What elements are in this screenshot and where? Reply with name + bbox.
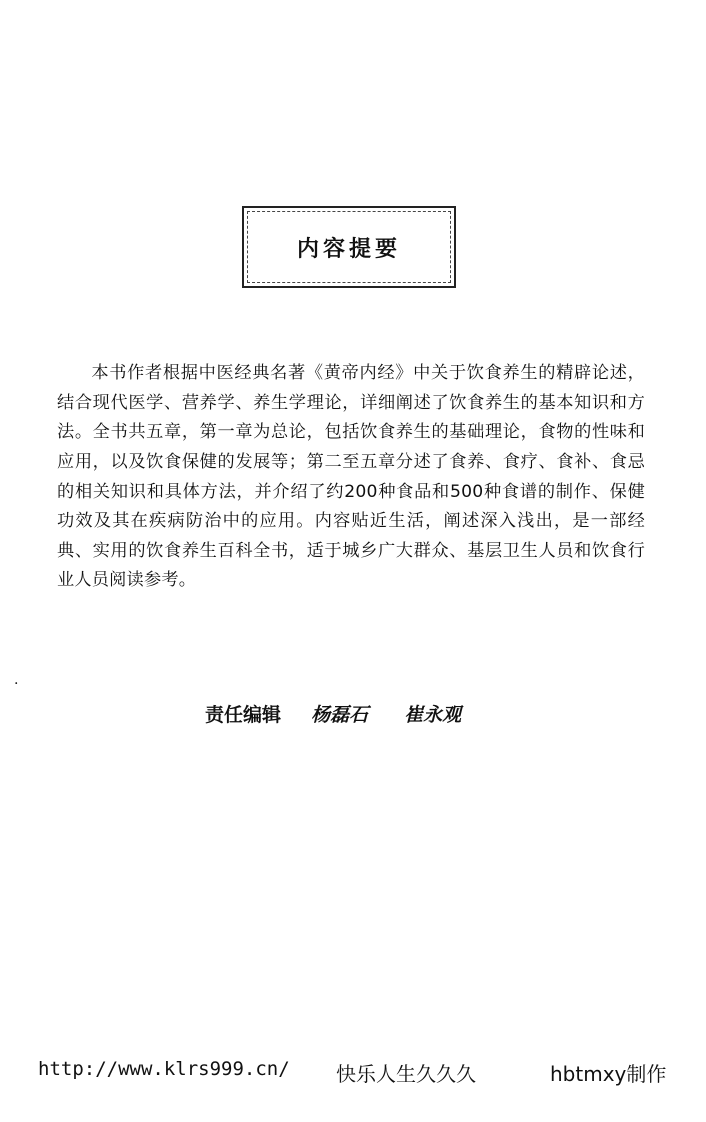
summary-paragraph: 本书作者根据中医经典名著《黄帝内经》中关于饮食养生的精辟论述，结合现代医学、营养学、养生学理论，详细阐述了饮食养生的基本知识和方法。全书共五章，第一章为总论，包括饮食养生的基础理论，食物的性味和应用，以及饮食保健的发展等；第二至五章分述了食养、食疗、食补、食忌的相关知识和具体方法，并介绍了约200种食品和500种食谱的制作、保健功效及其在疾病防治中的应用。内容贴近生活，阐述深入浅出，是一部经典、实用的饮食养生百科全书，适于城乡广大群众、基层卫生人员和饮食行业人员阅读参考。 [57,363,645,591]
editor-credits [205,700,491,727]
footer-site-name: 快乐人生久久久 [336,1062,476,1086]
editor-label: 责任编辑 [205,704,282,726]
page-title: 内容提要 [296,236,401,262]
editor-name: 崔永观 [404,704,462,726]
footer-url[interactable]: http://www.klrs999.cn/ [38,1058,290,1080]
editor-name: 杨磊石 [311,704,369,726]
stray-mark: . [14,672,19,688]
title-frame [242,206,456,288]
footer-credit: hbtmxy制作 [550,1062,667,1086]
